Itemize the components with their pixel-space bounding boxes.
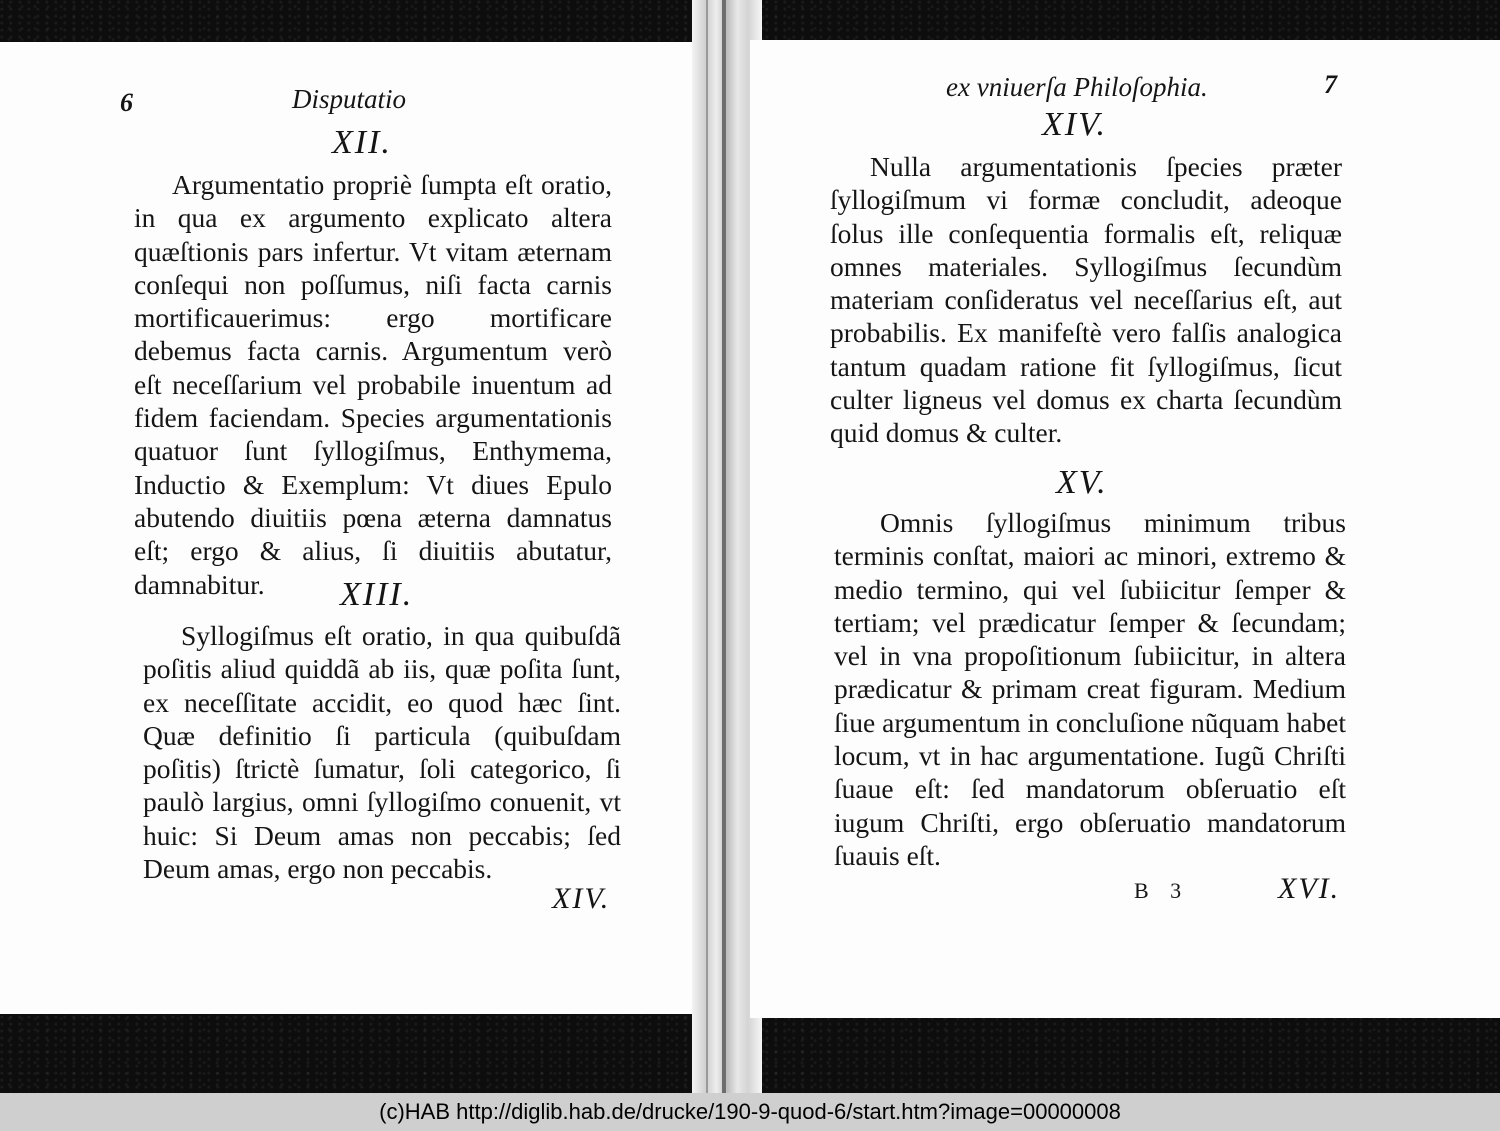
running-head-left: Disputatio	[292, 84, 407, 114]
running-head-right: ex vniuerſa Philoſophia.	[946, 72, 1208, 102]
footer-url: (c)HAB http://diglib.hab.de/drucke/190-9-quod-6/start.htm?image=00000008	[0, 1093, 1500, 1131]
section-heading-xii: XII.	[332, 124, 392, 161]
catchword-right: XVI.	[1278, 872, 1341, 905]
paragraph-xii: Argumentatio propriè ſumpta eſt oratio, in qua ex argumento explicato altera quæſtionis pars infertur. Vt vitam æternam conſequi non poſſumus, niſi facta carnis mortificauerimus: ergo mortificare debemus facta carnis. Argumentum verò eſt neceſſarium vel probabile inuentum ad fidem faciendam. Species argumentationis quatuor ſunt ſyllogiſmus, Enthymema, Inductio & Exemplum: Vt diues Epulo abutendo diuitiis pœna æterna damnatus eſt; ergo & alius, ſi diuitiis abutatur, damnabitur.	[134, 169, 612, 600]
left-page	[0, 42, 705, 1014]
right-page	[750, 40, 1500, 1018]
signature-mark: B 3	[1134, 878, 1190, 903]
paragraph-xiii: Syllogiſmus eſt oratio, in qua quibuſdã poſitis aliud quiddã ab iis, quæ poſita ſunt, ex neceſſitate accidit, eo quod hæc ſint. Quæ definitio ſi particula (quibuſdam poſitis) ſtrictè ſumatur, ſoli categorico, ſi paulò largius, omni ſyllogiſmo conuenit, vt huic: Si Deum amas non peccabis; ſed Deum amas, ergo non peccabis.	[143, 620, 621, 885]
section-heading-xv: XV.	[1056, 464, 1108, 501]
catchword-left: XIV.	[552, 882, 611, 915]
paragraph-xv: Omnis ſyllogiſmus minimum tribus terminis conſtat, maiori ac minori, extremo & medio termino, qui vel ſubiicitur ſemper & tertiam; vel prædicatur ſemper & ſecundam; vel in vna propoſitionum ſubiicitur, in altera prædicatur & primam creat figuram. Medium ſiue argumentum in concluſione nũquam habet locum, vt in hac argumentatione. Iugũ Chriſti ſuaue eſt: ſed mandatorum obſeruatio eſt iugum Chriſti, ergo obſeruatio mandatorum ſuauis eſt.	[834, 507, 1346, 871]
section-heading-xiii: XIII.	[340, 576, 414, 613]
page-number-right: 7	[1324, 70, 1337, 99]
section-heading-xiv: XIV.	[1042, 106, 1107, 143]
page-number-left: 6	[120, 88, 133, 117]
paragraph-xiv: Nulla argumentationis ſpecies præter ſyllogiſmum vi formæ concludit, adeoque ſolus ille conſequentia formalis eſt, reliquæ omnes materiales. Syllogiſmus ſecundùm materiam conſideratus vel neceſſarius eſt, aut probabilis. Ex manifeſtè vero falſis analogica tantum quadam ratione fit ſyllogiſmus, ſicut culter ligneus vel domus ex charta ſecundùm quid domus & culter.	[830, 151, 1342, 449]
